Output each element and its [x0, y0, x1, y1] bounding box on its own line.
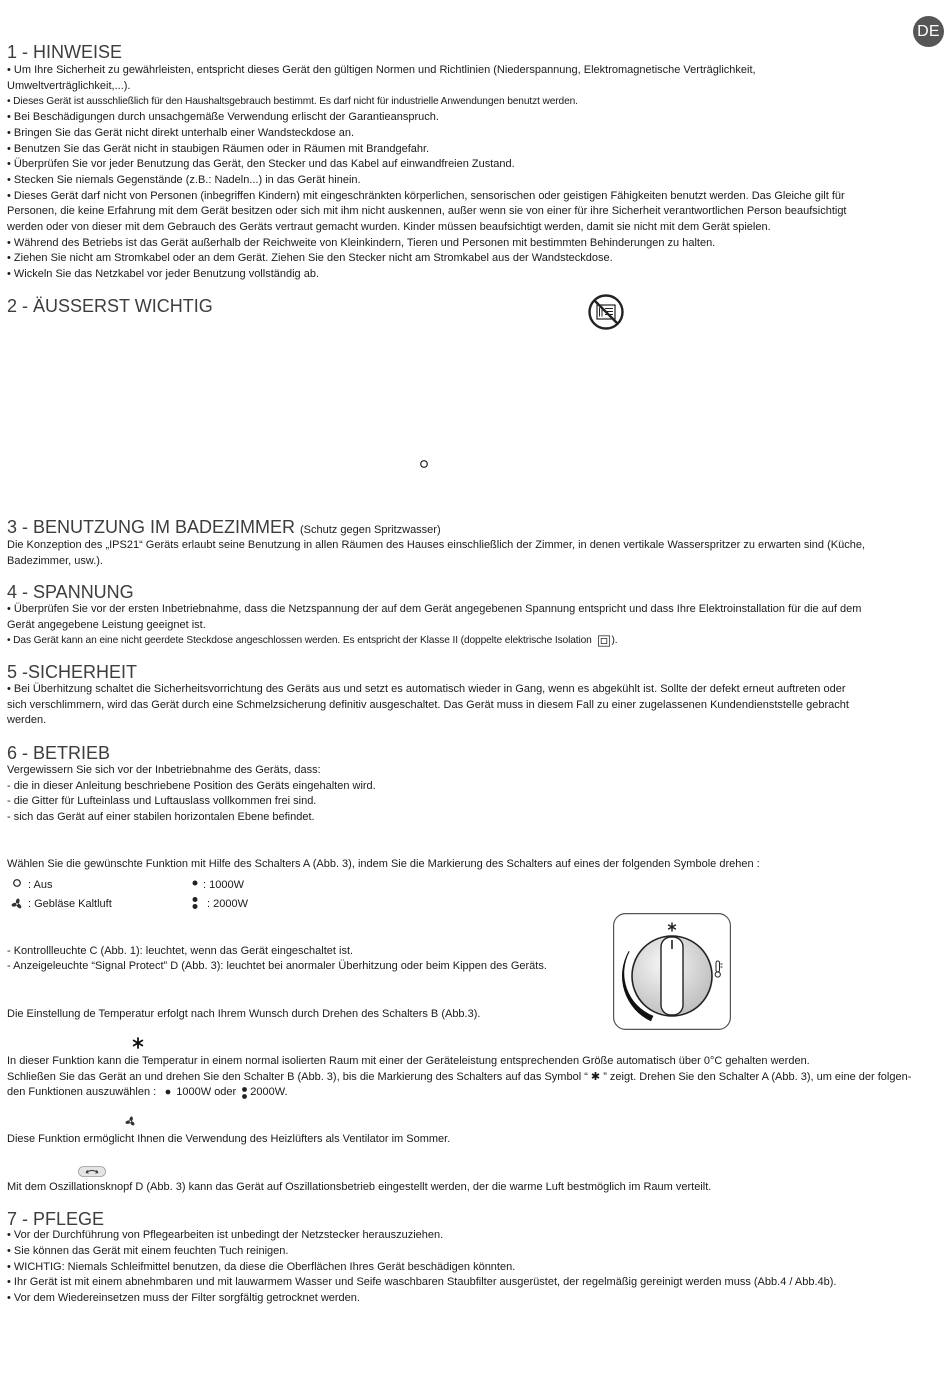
indicator-lights: [7, 944, 547, 975]
section-1-body: [7, 63, 847, 283]
function-intro: [7, 857, 760, 873]
section-5-heading: 5 -SICHERHEIT: [7, 662, 138, 682]
switch-dial-figure: [613, 913, 731, 1030]
body-line: • WICHTIG: Niemals Schleifmittel benutzen, da diese die Oberflächen Ihres Gerät beschädigen könnten.: [7, 1260, 516, 1273]
body-line: - die Gitter für Lufteinlass und Luftauslass vollkommen frei sind.: [7, 795, 317, 808]
body-line: Wählen Sie die gewünschte Funktion mit Hilfe des Schalters A (Abb. 3), indem Sie die Markierung des Schalters auf eines der folgenden Symbole drehen :: [7, 858, 760, 870]
class-ii-insulation-icon: [597, 635, 611, 647]
double-dot-icon: [191, 896, 199, 910]
body-line: • Benutzen Sie das Gerät nicht in staubigen Räumen oder in Räumen mit Brandgefahr.: [7, 142, 430, 155]
oscillation-button-icon: [78, 1166, 106, 1177]
section-4-heading: 4 - SPANNUNG: [7, 582, 134, 602]
section-7-body: [7, 1228, 836, 1307]
symbol-2000w-label: : 2000W: [207, 898, 248, 910]
body-line: • Dieses Gerät ist ausschließlich für den Haushaltsgebrauch bestimmt. Es darf nicht für industrielle Anwendungen benutzt werden.: [7, 96, 578, 108]
body-line: • Überprüfen Sie vor der ersten Inbetriebnahme, dass die Netzspannung der auf dem Gerät angegebenen Spannung entspricht und dass Ihre Elektroinstallation für die auf dem: [7, 603, 862, 615]
do-not-cover-icon: [587, 293, 625, 331]
body-line: • Überprüfen Sie vor jeder Benutzung das Gerät, den Stecker und das Kabel auf einwandfreien Zustand.: [7, 158, 515, 171]
single-dot-icon: [162, 1088, 174, 1098]
body-line: In dieser Funktion kann die Temperatur in einem normal isolierten Raum mit einer der Geräteleistung entsprechenden Größe automatisch über 0°C gehalten werden.: [7, 1055, 810, 1067]
body-line: werden.: [7, 714, 47, 727]
section-2-heading: 2 - ÄUSSERST WICHTIG: [7, 296, 213, 316]
frost-asterisk-icon: [132, 1037, 144, 1049]
double-dot-icon: [240, 1086, 249, 1100]
language-badge: DE: [913, 16, 944, 47]
body-line: • Ihr Gerät ist mit einem abnehmbaren und mit lauwarmem Wasser und Seife waschbaren Staubfilter ausgerüstet, der regelmäßig gereinigt werden muss (Abb.4 / Abb.4b).: [7, 1276, 837, 1289]
class-ii-text: • Das Gerät kann an eine nicht geerdete Steckdose angeschlossen werden. Es entspricht der Klasse II (doppelte elektrische Isolation: [7, 635, 592, 647]
frost-select-line: [7, 1085, 288, 1101]
body-line: Personen, die keine Erfahrung mit dem Gerät besitzen oder sich mit ihm nicht auskennen, außer wenn sie von einer für ihre Sicherheit verantwortlichen Person beaufsichtigt: [7, 205, 847, 218]
frost-protection-text: [7, 1054, 911, 1101]
body-line: Die Einstellung de Temperatur erfolgt nach Ihrem Wunsch durch Drehen des Schalters B (Abb.3).: [7, 1008, 481, 1020]
section-5-body: [7, 682, 849, 729]
body-line: - Kontrollleuchte C (Abb. 1): leuchtet, wenn das Gerät eingeschaltet ist.: [7, 945, 354, 957]
fan-function-text: [7, 1132, 450, 1148]
frost-select-2000w: 2000W.: [250, 1086, 288, 1099]
section-4-body: [7, 602, 861, 649]
body-line: - Anzeigeleuchte “Signal Protect” D (Abb. 3): leuchtet bei anormaler Überhitzung oder beim Kippen des Geräts.: [7, 960, 547, 973]
body-line: • Wickeln Sie das Netzkabel vor jeder Benutzung vollständig ab.: [7, 268, 320, 281]
section-6-body: [7, 763, 376, 826]
body-line: - sich das Gerät auf einer stabilen horizontalen Ebene befindet.: [7, 811, 315, 824]
body-line: • Bei Beschädigungen durch unsachgemäße Verwendung erlischt der Garantieanspruch.: [7, 111, 439, 124]
section-3-subtitle: (Schutz gegen Spritzwasser): [300, 524, 441, 536]
body-line: Badezimmer, usw.).: [7, 554, 103, 567]
body-line: Diese Funktion ermöglicht Ihnen die Verwendung des Heizlüfters als Ventilator im Sommer.: [7, 1133, 451, 1145]
frost-select-1000w: 1000W oder: [176, 1086, 237, 1099]
body-line: • Vor der Durchführung von Pflegearbeiten ist unbedingt der Netzstecker herauszuziehen.: [7, 1229, 444, 1241]
section-3-title: 3 - BENUTZUNG IM BADEZIMMER: [7, 517, 296, 537]
symbol-1000w-label: : 1000W: [203, 879, 244, 891]
fan-icon: [11, 898, 23, 910]
section-3-body: [7, 538, 865, 569]
temperature-setting: [7, 1007, 480, 1023]
class-ii-line: [7, 633, 617, 649]
body-line: • Um Ihre Sicherheit zu gewährleisten, entspricht dieses Gerät den gültigen Normen und Richtlinien (Niederspannung, Elektromagnetische Verträglichkeit,: [7, 64, 756, 76]
body-line: Vergewissern Sie sich vor der Inbetriebnahme des Geräts, dass:: [7, 764, 321, 776]
oscillation-text: [7, 1180, 711, 1196]
symbol-off-label: : Aus: [28, 879, 53, 891]
body-line: • Stecken Sie niemals Gegenstände (z.B.: Nadeln...) in das Gerät hinein.: [7, 173, 361, 186]
body-line: Gerät angegebene Leistung geeignet ist.: [7, 618, 206, 631]
body-line: - die in dieser Anleitung beschriebene Position des Geräts eingehalten wird.: [7, 779, 376, 792]
section-3-heading: [7, 517, 441, 540]
small-circle-icon: [419, 459, 429, 469]
symbol-fan-label: : Gebläse Kaltluft: [28, 898, 112, 910]
body-line: • Bei Überhitzung schaltet die Sicherheitsvorrichtung des Geräts aus und setzt es automatisch wieder in Gang, wenn es abgekühlt ist. Sollte der defekt erneut auftreten oder: [7, 683, 846, 695]
frost-select-text: den Funktionen auszuwählen :: [7, 1086, 157, 1099]
section-1-heading: 1 - HINWEISE: [7, 42, 123, 62]
body-line: • Während des Betriebs ist das Gerät außerhalb der Reichweite von Kleinkindern, Tieren und Personen mit bestimmten Behinderungen zu halten.: [7, 236, 716, 249]
body-line: • Sie können das Gerät mit einem feuchten Tuch reinigen.: [7, 1244, 289, 1257]
class-ii-text-end: ).: [611, 635, 618, 647]
fan-icon: [125, 1116, 136, 1127]
body-line: • Dieses Gerät darf nicht von Personen (inbegriffen Kindern) mit eingeschränkten körperlichen, sensorischen oder geistigen Fähigkeiten benutzt werden. Das Gleiche gilt für: [7, 189, 845, 202]
section-6-heading: 6 - BETRIEB: [7, 743, 111, 763]
body-line: • Bringen Sie das Gerät nicht direkt unterhalb einer Wandsteckdose an.: [7, 126, 355, 139]
body-line: Schließen Sie das Gerät an und drehen Sie den Schalter B (Abb. 3), bis die Markierung des Schalters auf das Symbol “ ✱ ” zeigt. Drehen Sie den Schalter A (Abb. 3), um eine der folgen-: [7, 1070, 912, 1083]
body-line: sich verschlimmern, wird das Gerät durch eine Schmelzsicherung definitiv ausgeschaltet. Das Gerät muss in diesem Fall zu einer zugelassenen Kundendienststelle gebracht: [7, 698, 849, 711]
single-dot-icon: [191, 879, 199, 887]
body-line: Die Konzeption des „IPS21“ Geräts erlaubt seine Benutzung in allen Räumen des Hauses einschließlich der Zimmer, in denen vertikale Wasserspritzer zu erwarten sind (Küche,: [7, 539, 866, 551]
body-line: • Ziehen Sie nicht am Stromkabel oder an dem Gerät. Ziehen Sie den Stecker nicht am Stromkabel aus der Wandsteckdose.: [7, 252, 613, 265]
body-line: Umweltverträglichkeit,...).: [7, 79, 131, 92]
body-line: werden oder von dieser mit dem Gebrauch des Geräts vertraut gemacht wurden. Kinder müssen beaufsichtigt werden, damit sie nicht mit dem Gerät spielen.: [7, 221, 771, 234]
section-7-heading: 7 - PFLEGE: [7, 1209, 105, 1229]
body-line: • Vor dem Wiedereinsetzen muss der Filter sorgfältig getrocknet werden.: [7, 1292, 360, 1304]
off-circle-icon: [12, 878, 22, 888]
body-line: Mit dem Oszillationsknopf D (Abb. 3) kann das Gerät auf Oszillationsbetrieb eingestellt werden, der die warme Luft bestmöglich im Raum verteilt.: [7, 1181, 712, 1193]
